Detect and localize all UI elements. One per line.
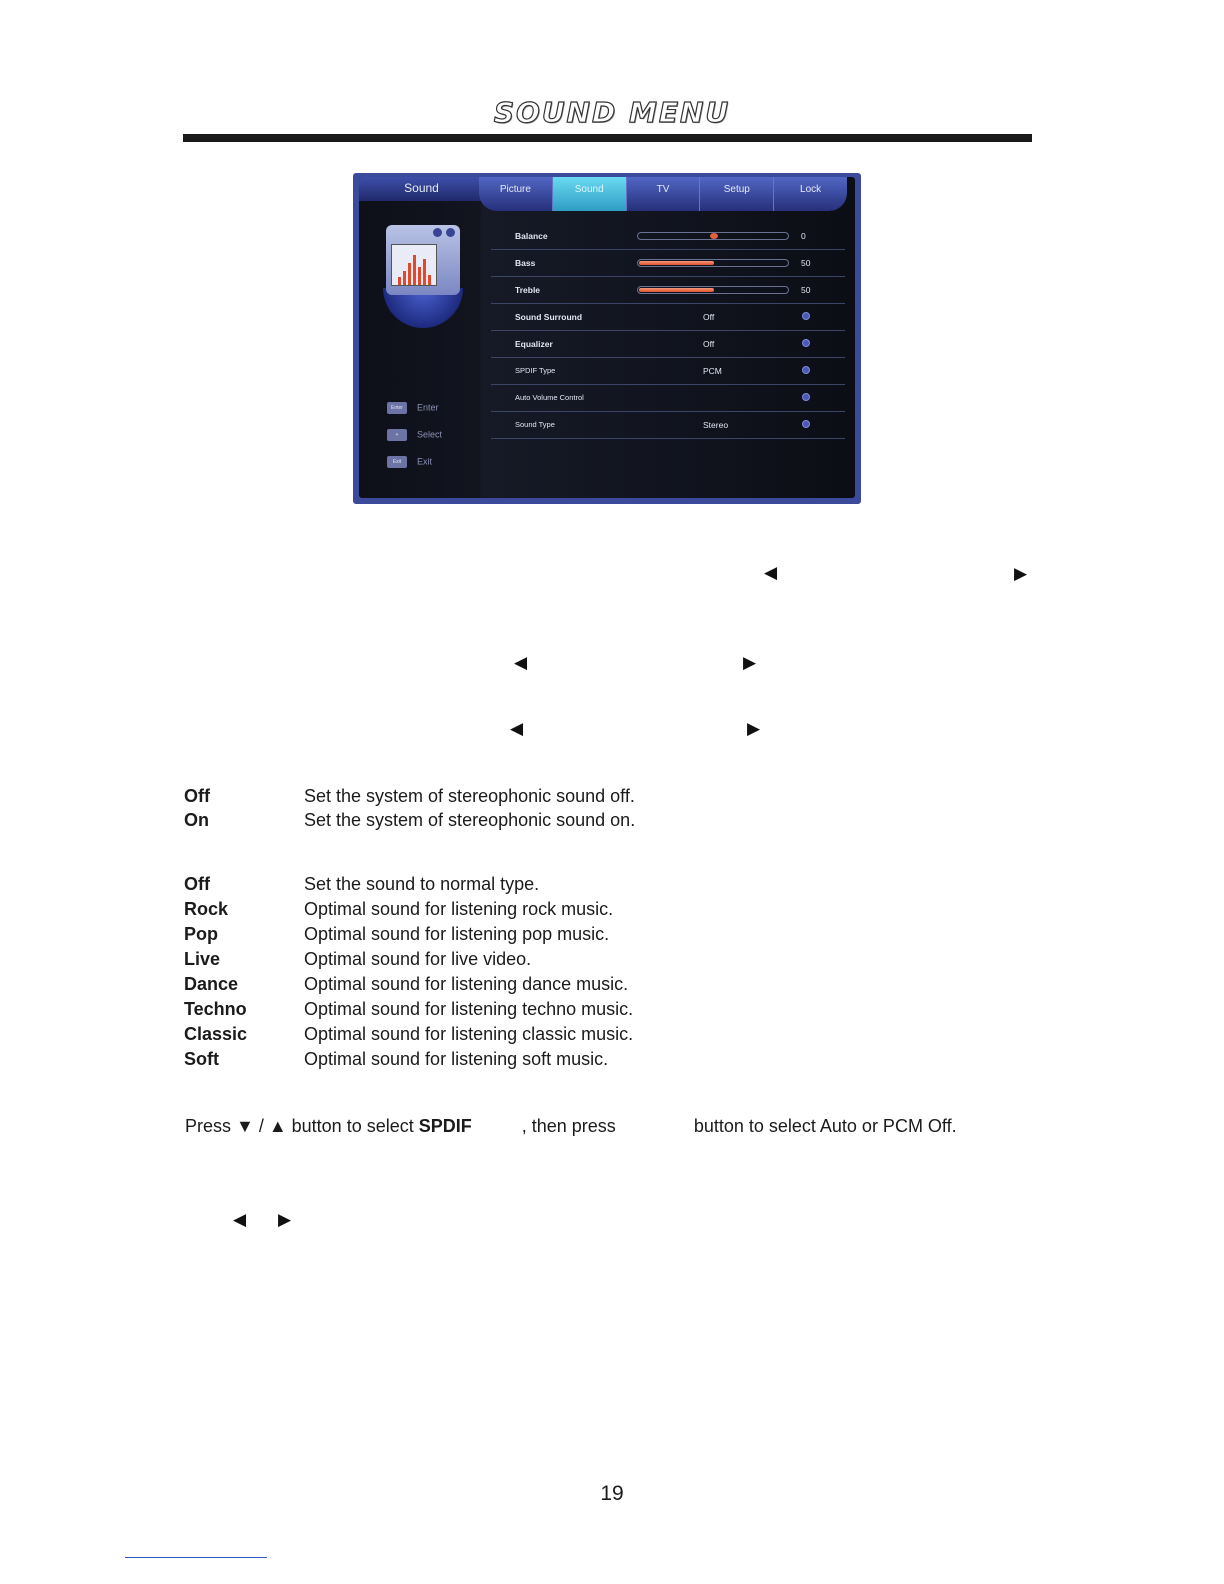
- equalizer-term-techno: Techno: [184, 999, 247, 1019]
- level-slider[interactable]: [637, 259, 789, 267]
- menu-row-label: Treble: [515, 285, 541, 295]
- equalizer-term-dance: Dance: [184, 974, 239, 994]
- surround-term-on: On: [184, 810, 209, 830]
- option-value: PCM: [703, 366, 722, 376]
- left-arrow-icon: ◀: [510, 719, 524, 738]
- equalizer-term-classic: Classic: [184, 1024, 248, 1044]
- enter-key-icon: Enter: [387, 402, 407, 414]
- select-key-icon: +: [387, 429, 407, 441]
- right-arrow-icon: ▶: [1014, 564, 1028, 583]
- ok-button-icon[interactable]: [802, 312, 810, 320]
- page-number: 19: [600, 1482, 624, 1505]
- option-value: Off: [703, 339, 715, 349]
- balance-slider[interactable]: [637, 232, 789, 240]
- equalizer-desc-pop: Optimal sound for listening pop music.: [304, 924, 610, 944]
- level-slider[interactable]: [637, 286, 789, 294]
- menu-row-label: Sound Surround: [515, 312, 583, 322]
- surround-desc-off: Set the system of stereophonic sound off.: [304, 786, 635, 806]
- surround-term-off: Off: [184, 786, 210, 806]
- slider-value: 50: [801, 285, 811, 295]
- menu-row-auto-volume-control[interactable]: [491, 385, 845, 412]
- ok-button-icon[interactable]: [802, 420, 810, 428]
- equalizer-desc-live: Optimal sound for live video.: [304, 949, 532, 969]
- sound-settings-list: [491, 223, 845, 439]
- right-arrow-icon: ▶: [278, 1210, 292, 1229]
- menu-row-balance[interactable]: [491, 223, 845, 250]
- exit-key-icon: Exit: [387, 456, 407, 468]
- right-arrow-icon: ▶: [743, 653, 757, 672]
- slider-value: 0: [801, 231, 806, 241]
- equalizer-term-rock: Rock: [184, 899, 229, 919]
- menu-row-label: SPDIF Type: [515, 366, 556, 375]
- tab-tv[interactable]: TV: [627, 177, 701, 211]
- left-arrow-icon: ◀: [764, 563, 778, 582]
- menu-row-equalizer[interactable]: [491, 331, 845, 358]
- page-title: SOUND MENU: [493, 96, 731, 129]
- equalizer-term-pop: Pop: [184, 924, 218, 944]
- equalizer-desc-dance: Optimal sound for listening dance music.: [304, 974, 629, 994]
- option-value: Off: [703, 312, 715, 322]
- ok-button-icon[interactable]: [802, 366, 810, 374]
- help-enter: Enter Enter: [387, 402, 439, 414]
- menu-row-label: Equalizer: [515, 339, 553, 349]
- equalizer-desc-off: Set the sound to normal type.: [304, 874, 540, 894]
- menu-row-label: Balance: [515, 231, 548, 241]
- right-arrow-icon: ▶: [747, 719, 761, 738]
- surround-desc-on: Set the system of stereophonic sound on.: [304, 810, 636, 830]
- equalizer-desc-rock: Optimal sound for listening rock music.: [304, 899, 614, 919]
- menu-tabs: [479, 177, 847, 211]
- equalizer-term-off: Off: [184, 874, 210, 894]
- slider-fill: [639, 261, 714, 265]
- menu-row-sound-type[interactable]: [491, 412, 845, 439]
- footer-rule: [125, 1557, 267, 1558]
- title-rule: [183, 134, 1032, 142]
- slider-thumb[interactable]: [710, 233, 718, 239]
- menu-row-treble[interactable]: [491, 277, 845, 304]
- menu-row-spdif-type[interactable]: [491, 358, 845, 385]
- equalizer-icon: [383, 222, 463, 332]
- tab-picture[interactable]: Picture: [479, 177, 553, 211]
- help-exit: Exit Exit: [387, 456, 432, 468]
- ok-button-icon[interactable]: [802, 393, 810, 401]
- menu-row-label: Bass: [515, 258, 536, 268]
- tab-setup[interactable]: Setup: [700, 177, 774, 211]
- spdif-instruction: Press ▼ / ▲ button to select SPDIF , then press button to select Auto or PCM Off.: [185, 1116, 957, 1136]
- slider-value: 50: [801, 258, 811, 268]
- menu-row-bass[interactable]: [491, 250, 845, 277]
- equalizer-desc-soft: Optimal sound for listening soft music.: [304, 1049, 609, 1069]
- option-value: Stereo: [703, 420, 729, 430]
- equalizer-term-soft: Soft: [184, 1049, 219, 1069]
- tab-lock[interactable]: Lock: [800, 184, 822, 195]
- help-select: + Select: [387, 429, 442, 441]
- tv-menu-screenshot: [353, 173, 861, 504]
- tv-menu-panel: [359, 177, 855, 498]
- menu-row-label: Sound Type: [515, 420, 555, 429]
- equalizer-desc-techno: Optimal sound for listening techno music.: [304, 999, 634, 1019]
- tab-sound[interactable]: Sound: [553, 177, 627, 211]
- left-arrow-icon: ◀: [233, 1210, 247, 1229]
- equalizer-term-live: Live: [184, 949, 221, 969]
- menu-row-sound-surround[interactable]: [491, 304, 845, 331]
- equalizer-desc-classic: Optimal sound for listening classic music.: [304, 1024, 634, 1044]
- ok-button-icon[interactable]: [802, 339, 810, 347]
- menu-side-title: Sound: [359, 177, 484, 201]
- menu-row-label: Auto Volume Control: [515, 393, 584, 402]
- left-arrow-icon: ◀: [514, 653, 528, 672]
- slider-fill: [639, 288, 714, 292]
